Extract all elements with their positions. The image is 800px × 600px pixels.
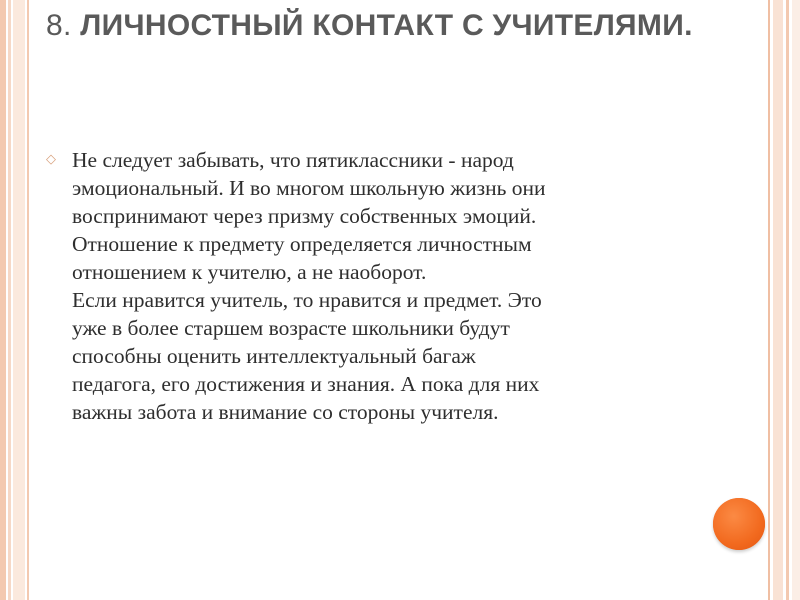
right-border-stripe [792,0,800,600]
diamond-bullet-icon: ◇ [46,152,56,167]
left-border-stripe [13,0,25,600]
right-border-stripe [768,0,770,600]
right-border-stripe [773,0,783,600]
bullet-text: Не следует забывать, что пятиклассники - народ эмоциональный. И во многом школьную жизнь они воспринимают через призму собственных эмоций. Отношение к предмету определяется личностным отношением к учителю, а не наоборот. Если нравится учитель, то нравится и предмет. Это уже в более старшем возрасте школьники будут способны оценить интеллектуальный багаж педагога, его достижения и знания. А пока для них важны забота и внимание со стороны учителя. [72,148,546,424]
left-border-stripe [27,0,29,600]
slide-title-text: ЛИЧНОСТНЫЙ КОНТАКТ С УЧИТЕЛЯМИ. [80,9,693,42]
right-border-stripe [786,0,789,600]
slide-title [46,6,746,46]
left-border-stripe [8,0,11,600]
left-border-stripe [0,0,6,600]
accent-circle-highlight [713,498,765,550]
slide-title-number: 8. [46,9,72,42]
